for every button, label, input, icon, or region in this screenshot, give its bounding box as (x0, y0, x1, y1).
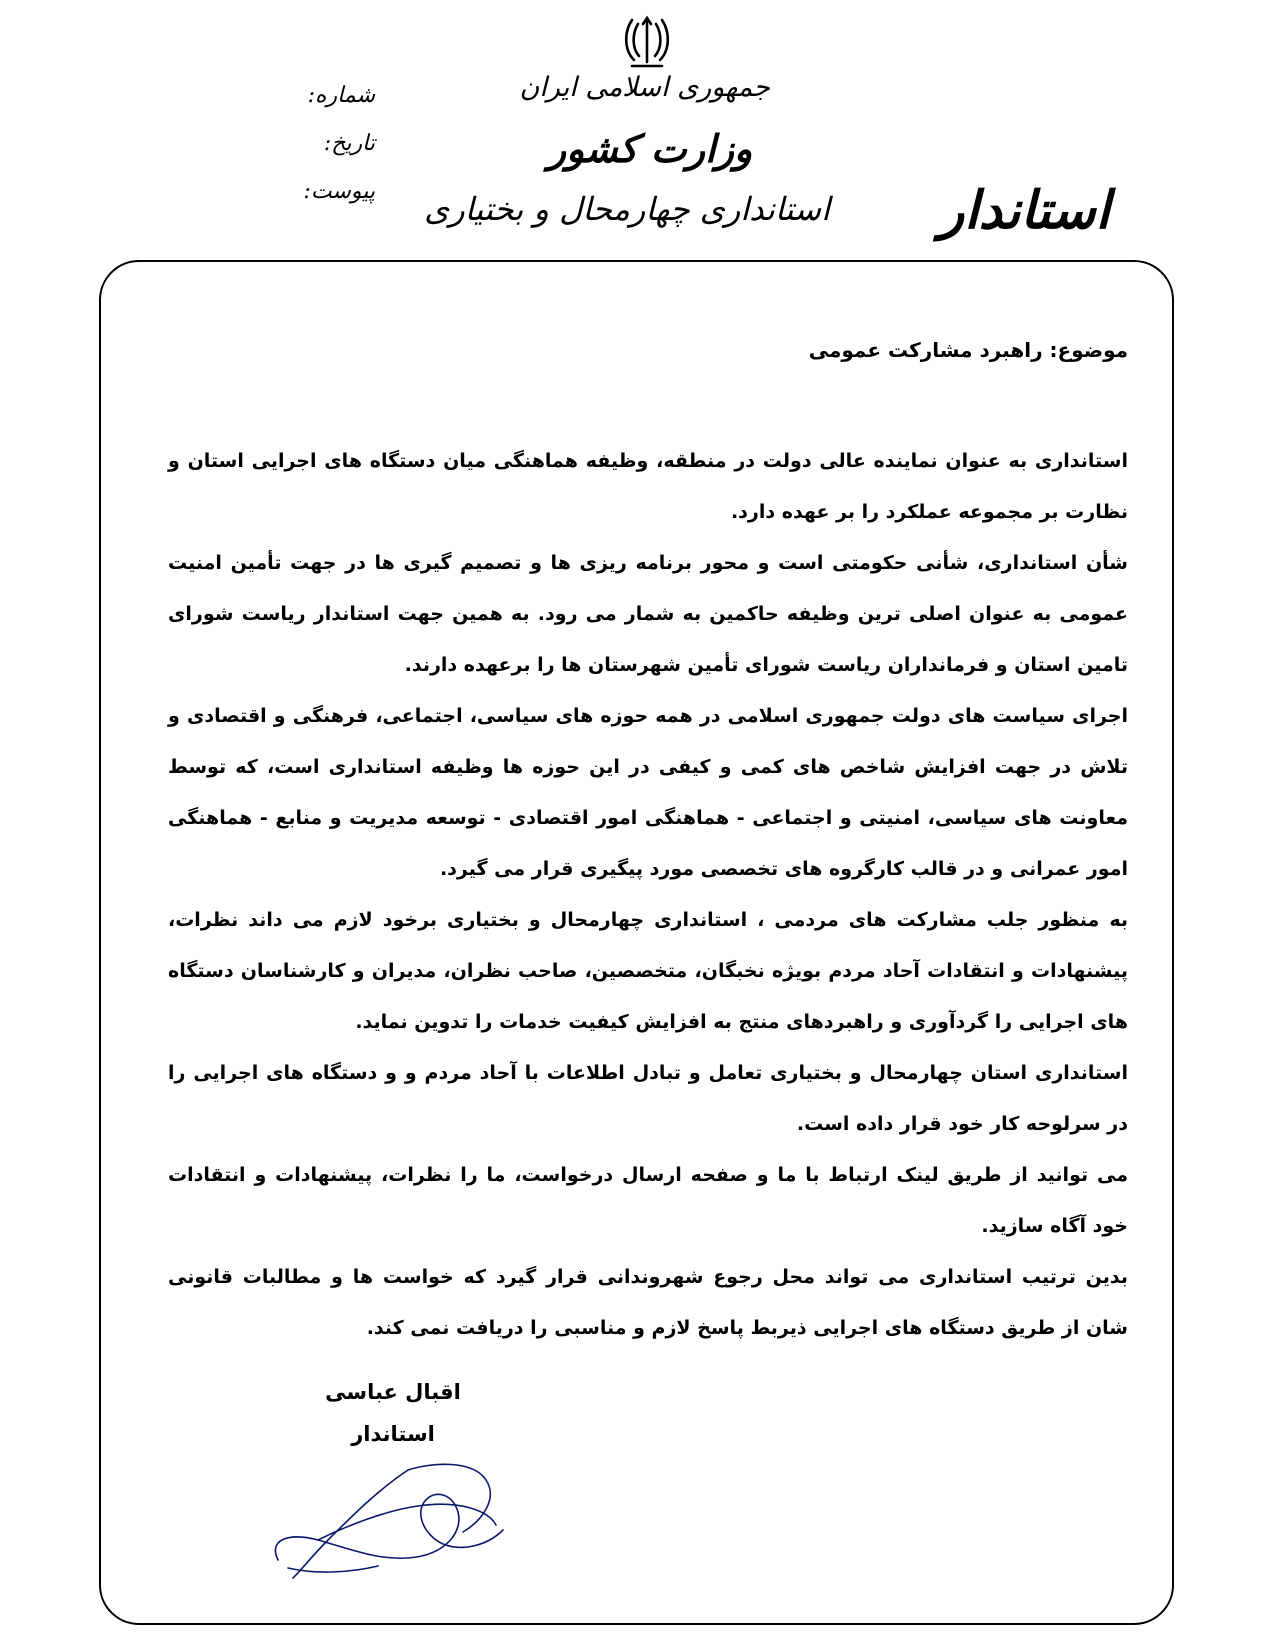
iran-emblem-icon (622, 14, 672, 70)
ministry-name: وزارت کشور (547, 126, 753, 171)
paragraph: بدین ترتیب استانداری می تواند محل رجوع شهروندانی قرار گیرد که خواست ها و مطالبات قانونی شان از طریق دستگاه های اجرایی ذیربط پاسخ لازم و مناسبی را دریافت نمی کند. (168, 1266, 1128, 1339)
letter-body (168, 436, 1128, 1354)
paragraph: می توانید از طریق لینک ارتباط با ما و صفحه ارسال درخواست، ما را نظرات، پیشنهادات و انتقادات خود آگاه سازید. (168, 1164, 1128, 1237)
paragraph: شأن استانداری، شأنی حکومتی است و محور برنامه ریزی ها و تصمیم گیری ها در جهت تأمین امنیت عمومی به عنوان اصلی ترین وظیفه حاکمین به شمار می رود. به همین جهت استاندار ریاست شورای تامین استان و فرمانداران ریاست شورای تأمین شهرستان ها را برعهده دارند. (168, 552, 1128, 676)
handwritten-signature (258, 1440, 518, 1590)
signer-name: اقبال عباسی (325, 1380, 461, 1404)
paragraph: اجرای سیاست های دولت جمهوری اسلامی در همه حوزه های سیاسی، اجتماعی، فرهنگی و اقتصادی و تلاش در جهت افزایش شاخص های کمی و کیفی در این حوزه ها وظیفه استانداری است، که توسط معاونت های سیاسی، امنیتی و اجتماعی - هماهنگی امور اقتصادی - توسعه مدیریت و منابع - هماهنگی امور عمرانی و در قالب کارگروه های تخصصی مورد پیگیری قرار می گیرد. (168, 705, 1128, 880)
letter-meta (280, 78, 375, 222)
signer-title: استاندار (351, 1422, 435, 1446)
governor-title: استاندار (939, 180, 1110, 241)
paragraph: به منظور جلب مشارکت های مردمی ، استانداری چهارمحال و بختیاری برخود لازم می داند نظرات، پیشنهادات و انتقادات آحاد مردم بویژه نخبگان، متخصصین، صاحب نظران، مدیران و کارشناسان دستگاه های اجرایی را گردآوری و راهبردهای منتج به افزایش کیفیت خدمات را تدوین نماید. (168, 909, 1128, 1033)
letter-subject: موضوع: راهبرد مشارکت عمومی (808, 338, 1128, 362)
attachment-label: پیوست: (303, 179, 375, 204)
number-label: شماره: (307, 83, 375, 108)
office-name: استانداری چهارمحال و بختیاری (424, 190, 830, 228)
paragraph: استانداری به عنوان نماینده عالی دولت در منطقه، وظیفه هماهنگی میان دستگاه های اجرایی استان و نظارت بر مجموعه عملکرد را بر عهده دارد. (168, 450, 1128, 523)
paragraph: استانداری استان چهارمحال و بختیاری تعامل و تبادل اطلاعات با آحاد مردم و و دستگاه های اجرایی را در سرلوحه کار خود قرار داده است. (168, 1062, 1128, 1135)
republic-name: جمهوری اسلامی ایران (519, 72, 770, 103)
date-label: تاریخ: (323, 131, 375, 156)
